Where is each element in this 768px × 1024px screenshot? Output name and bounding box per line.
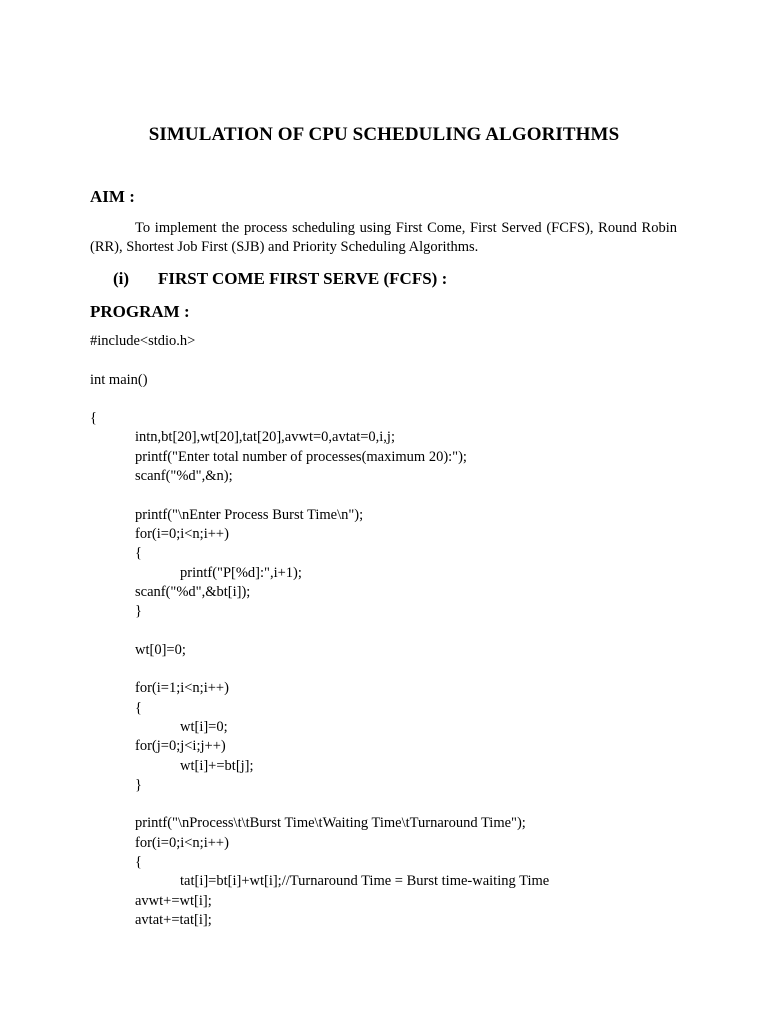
code-line: {	[135, 545, 142, 562]
code-line: wt[0]=0;	[135, 641, 186, 658]
section-heading	[113, 269, 447, 289]
aim-heading: AIM :	[90, 187, 135, 206]
code-line	[90, 795, 549, 814]
code-line: }	[135, 776, 142, 793]
aim-paragraph: To implement the process scheduling using First Come, First Served (FCFS), Round Robin (RR), Shortest Job First (SJB) and Priority Scheduling Algorithms.	[90, 220, 677, 255]
code-line: wt[i]+=bt[j];	[180, 757, 254, 774]
code-line: intn,bt[20],wt[20],tat[20],avwt=0,avtat=0,i,j;	[135, 429, 395, 446]
code-line: int main()	[90, 371, 148, 388]
code-line: avwt+=wt[i];	[135, 892, 212, 909]
code-line: printf("\nProcess\t\tBurst Time\tWaiting Time\tTurnaround Time");	[135, 815, 526, 832]
code-line: printf("Enter total number of processes(maximum 20):");	[135, 448, 467, 465]
code-line: for(i=0;i<n;i++)	[135, 834, 229, 851]
code-line: avtat+=tat[i];	[135, 911, 212, 928]
section-number: (i)	[113, 269, 130, 288]
code-line: #include<stdio.h>	[90, 333, 196, 349]
code-line	[90, 486, 549, 505]
code-line: printf("P[%d]:",i+1);	[180, 564, 302, 581]
program-heading: PROGRAM :	[90, 302, 190, 321]
code-line: wt[i]=0;	[180, 718, 228, 735]
code-line: scanf("%d",&n);	[135, 468, 233, 485]
code-line: for(j=0;j<i;j++)	[135, 738, 226, 755]
code-line: }	[135, 603, 142, 620]
code-line	[90, 390, 549, 409]
code-line: {	[90, 410, 97, 427]
document-title: SIMULATION OF CPU SCHEDULING ALGORITHMS	[148, 124, 620, 145]
code-line: printf("\nEnter Process Burst Time\n");	[135, 506, 364, 523]
code-line: for(i=0;i<n;i++)	[135, 525, 229, 542]
code-line: scanf("%d",&bt[i]);	[135, 583, 251, 600]
code-line: for(i=1;i<n;i++)	[135, 680, 229, 697]
code-line: tat[i]=bt[i]+wt[i];//Turnaround Time = Burst time-waiting Time	[180, 873, 550, 890]
code-line: {	[135, 854, 142, 871]
code-line: {	[135, 699, 142, 716]
section-title: FIRST COME FIRST SERVE (FCFS) :	[158, 269, 448, 288]
code-line	[90, 351, 549, 370]
code-line	[90, 660, 549, 679]
code-line	[90, 621, 549, 640]
code-block	[90, 332, 549, 930]
